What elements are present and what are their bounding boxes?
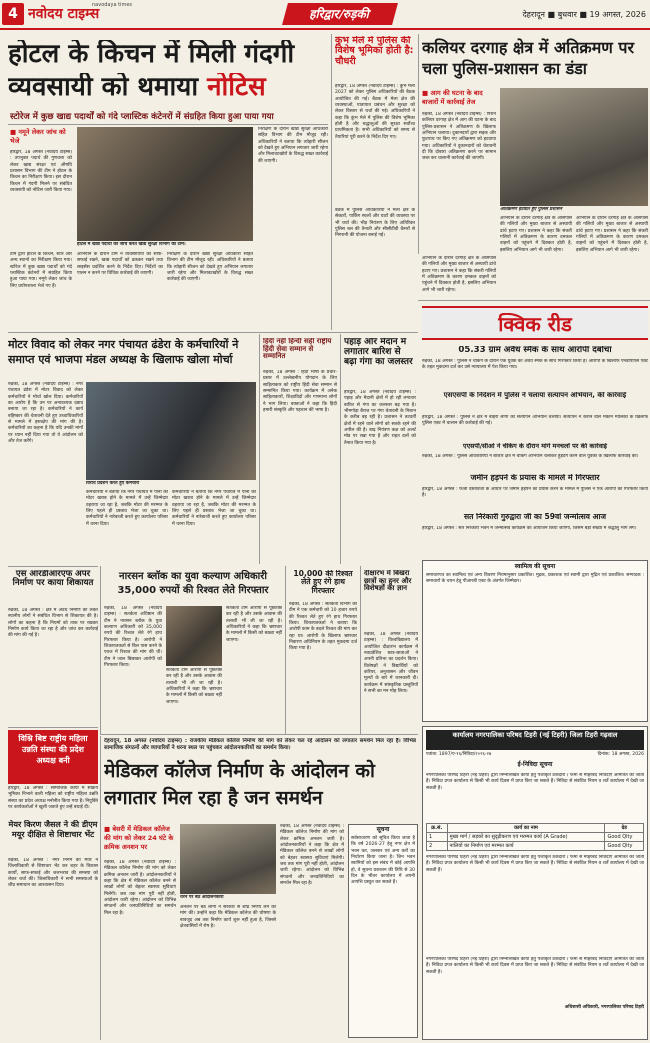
divider bbox=[418, 34, 419, 254]
qr-body-5: हरिद्वार, 18 अगस्त : सत निरंकारी भवन में जन्मोत्सव कार्यक्रम का आयोजन किया जाएगा, जिसमें बड़ी संख्या में श्रद्धालु भाग लेंगे। bbox=[422, 526, 637, 531]
hotel-headline-2 bbox=[8, 73, 328, 105]
motor-body-2: कर्मचारियों ने बताया कि नगर पंचायत में पानी की मोटर खराब होने के मामले में उन्हें जिम्मेदार ठहराया जा रहा है, जबकि मोटर की मरम्मत के लिए पहले ही प्रस्ताव भेजा जा चुका था। कर्मचारियों ने नारेबाजी करते हुए कार्यालय परिसर में धरना दिया। bbox=[86, 490, 168, 527]
kaliyar-photo-caption: अतिक्रमण हटवाते हुए पुलिस प्रशासन bbox=[500, 207, 563, 212]
hotel-headline-1: होटल के किचन में मिली गंदगी bbox=[8, 40, 295, 69]
hotel-headline-2a: व्यवसायी को थमाया bbox=[8, 73, 208, 102]
medical-lead-text: देहरादून, 18 अगस्त (नवोदय टाइम्स) : राजकीय मेडिकल कॉलेज निर्माण की मांग को लेकर चल रहे आंदोलन को लगातार समर्थन मिल रहा है। विभिन्न सामाजिक संगठनों और व्यापारियों ने धरना स्थल पर पहुंचकर आंदोलनकारियों का समर्थन किया। bbox=[104, 738, 416, 752]
divider bbox=[100, 566, 101, 734]
qr-body-1: रुड़की, 18 अगस्त : पुलिस ने चेकिंग के दौरान एक युवक को अवैध स्मैक के साथ गिरफ्तार किया है। आरोपी के खिलाफ एनडीपीएस एक्ट के तहत मुकदमा दर्ज कर उसे न्यायालय में पेश किया गया। bbox=[422, 359, 648, 371]
divider bbox=[100, 734, 418, 735]
mayor-body: रुड़की, 18 अगस्त : नगर निगम की मेयर ने जिलाधिकारी से शिष्टाचार भेंट कर शहर के विकास कार्यों, साफ-सफाई और जलभराव की समस्या को लेकर चर्चा की। जिलाधिकारी ने सभी समस्याओं के शीघ्र समाधान का आश्वासन दिया। bbox=[8, 858, 98, 889]
hotel-body-5: निरीक्षण के दौरान खाद्य सुरक्षा अधिकारी सहित विभाग की टीम मौजूद रही। अधिकारियों ने बताया कि त्योहारी सीजन को देखते हुए अभियान लगातार जारी रहेगा और मिलावटखोरों के विरुद्ध सख्त कार्रवाई की जाएगी। bbox=[258, 127, 328, 164]
quick-read-banner bbox=[422, 306, 648, 340]
divider bbox=[360, 566, 361, 734]
site-label: navodaya times bbox=[92, 2, 133, 8]
table-cell: मुख्य मार्ग / सड़कों का सुदृढ़ीकरण एवं मरम्मत कार्य (A Grade) bbox=[447, 833, 605, 842]
bribe35k-body-3: सतर्कता टीम आरोपी से पूछताछ कर रही है और उसके आवास की तलाशी भी ली जा रही है। अधिकारियों ने कहा कि भ्रष्टाचार के मामलों में किसी को बख्शा नहीं जाएगा। bbox=[226, 606, 282, 643]
tender-ref: पत्रांक: 1897/ए-१६/निविदा/२०२६-२७ bbox=[426, 752, 492, 757]
table-row bbox=[427, 833, 644, 842]
hindi-body: रुड़की, 18 अगस्त : हिंदी भाषा के प्रचार-प्रसार में उल्लेखनीय योगदान के लिए साहित्यकार को राष्ट्रीय हिंदी सेवा सम्मान से सम्मानित किया गया। कार्यक्रम में अनेक साहित्यकारों, शिक्षाविदों और गणमान्य लोगों ने भाग लिया। वक्ताओं ने कहा कि हिंदी हमारी संस्कृति और पहचान की भाषा है। bbox=[263, 370, 337, 413]
table-cell: Good Qlty bbox=[605, 833, 644, 842]
bribe10k-headline: 10,000 की रिश्वत लेते हुए रंगे हाथ गिरफ्तार bbox=[293, 570, 353, 595]
motor-body: रुड़की, 18 अगस्त (नवोदय टाइम्स) : नगर पंचायत ढंडेरा में मोटर विवाद को लेकर कर्मचारियों ने मोर्चा खोल दिया। कर्मचारियों का आरोप है कि उन पर अनावश्यक दबाव बनाया जा रहा है। कर्मचारियों ने कार्य बहिष्कार की चेतावनी देते हुए उच्चाधिकारियों से मामले में हस्तक्षेप की मांग की है। कर्मचारियों का कहना है कि यदि उनकी मांगों पर ध्यान नहीं दिया गया तो वे आंदोलन को और तेज करेंगे। bbox=[8, 382, 83, 444]
qr-body-2: हरिद्वार, 18 अगस्त : पुलिस ने क्षेत्र में बाहरी लोगों का सत्यापन अभियान चलाया। सत्यापन न कराने वाले मकान मालिकों के खिलाफ पुलिस एक्ट में चालान की कार्रवाई की गई। bbox=[422, 415, 648, 427]
tender-body: नगरपालिका परिषद टिहरी (नई टिहरी) द्वारा निम्नलिखित कार्यों हेतु पंजीकृत ठेकेदारों / फर्मों से मोहरबंद निविदाएं आमंत्रित की जाती हैं। निविदा प्रपत्र कार्यालय से किसी भी कार्य दिवस में प्राप्त किए जा सकते हैं। निविदा से संबंधित नियम व शर्तें कार्यालय में देखी जा सकती हैं। bbox=[426, 773, 644, 791]
kaliyar-body-3: अभियान के दौरान दरगाह क्षेत्र के आसपास की गलियों और मुख्य बाजार से अस्थायी ढांचे हटाए गए। प्रशासन ने कहा कि संकरी गलियों में अतिक्रमण के कारण दमकल वाहनों को पहुंचने में दिक्कत होती है, इसलिए अभियान आगे भी जारी रहेगा। bbox=[576, 216, 648, 253]
mayor-headline: मेयर किरण जैसल ने की डीएम मयूर दीक्षित से शिष्टाचार भेंट bbox=[8, 820, 98, 840]
students-headline: दीक्षारंभ में बिखरा छात्रों का हुनर और विशेषज्ञों का ज्ञान bbox=[364, 570, 412, 593]
table-cell: 2 bbox=[427, 842, 448, 851]
motor-photo bbox=[86, 382, 256, 480]
date-line: देहरादून ■ बुधवार ■ 19 अगस्त, 2026 bbox=[522, 10, 646, 19]
bribe35k-body: रुड़की, 18 अगस्त (नवोदय टाइम्स) : सतर्कता अधिष्ठान की टीम ने नारसन ब्लॉक के युवा कल्याण अधिकारी को 35,000 रुपये की रिश्वत लेते रंगे हाथ गिरफ्तार किया है। आरोपी ने शिकायतकर्ता से बिल पास करने के एवज में रिश्वत की मांग की थी। टीम ने जाल बिछाकर आरोपी को गिरफ्तार किया। bbox=[104, 606, 162, 668]
bribe35k-photo bbox=[166, 606, 222, 666]
kaliyar-headline: कलियर दरगाह क्षेत्र में अतिक्रमण पर चला पुलिस-प्रशासन का डंडा bbox=[422, 38, 635, 78]
hotel-body-1: हरिद्वार, 18 अगस्त (नवोदय टाइम्स) : उपभुक्त पदार्थ की गुणवत्ता को लेकर खाद्य संरक्षा एवं औषधि प्रशासन विभाग की टीम ने होटल के किचन का निरीक्षण किया। इस दौरान किचन में गंदगी मिलने पर संबंधित व्यवसायी को नोटिस जारी किया गया। bbox=[10, 150, 72, 193]
ownership-notice-body: समाचारपत्र का स्वामित्व एवं अन्य विवरण नियमानुसार प्रकाशित। मुद्रक, प्रकाशक एवं स्वामी द्वारा मुद्रित एवं प्रकाशित। सम्पादक : समाचारों के चयन हेतु पीआरबी एक्ट के अंतर्गत जिम्मेदार। bbox=[426, 573, 644, 585]
tender-footer: अधिशासी अधिकारी, नगरपालिका परिषद टिहरी bbox=[564, 1005, 644, 1010]
quick-read-title: क्विक रीड bbox=[498, 313, 572, 336]
hotel-body-3: अभियान के दौरान टीम ने व्यवसायियों को साफ-सफाई रखने, खाद्य पदार्थों को ढककर रखने तथा लाइसेंस प्रदर्शित करने के निर्देश दिए। निर्देशों का पालन न करने पर विधिक कार्रवाई की जाएगी। bbox=[77, 252, 163, 276]
ganga-body: हरिद्वार, 18 अगस्त (नवोदय टाइम्स) : पहाड़ और मैदानी क्षेत्रों में हो रही लगातार बारिश से गंगा का जलस्तर बढ़ गया है। भीमगोड़ा बैराज पर गंगा चेतावनी के निशान के करीब बह रही है। प्रशासन ने तटवर्ती क्षेत्रों में रहने वाले लोगों को सतर्क रहने की अपील की है। बाढ़ नियंत्रण कक्ष को अलर्ट मोड पर रखा गया है और राहत दलों को तैनात किया गया है। bbox=[344, 390, 416, 446]
qr-body-4: हरिद्वार, 18 अगस्त : फर्जी दस्तावेजों के आधार पर जमीन हड़पने का प्रयास करने के मामले में पुलिस ने एक आरोपी को गिरफ्तार किया है। bbox=[422, 487, 648, 499]
divider bbox=[8, 727, 98, 728]
table-row bbox=[427, 842, 644, 851]
divider bbox=[340, 334, 341, 564]
tender-notice bbox=[422, 726, 648, 1040]
kaliyar-byline: ■ आग की घटना के बाद बाजारों में कार्रवाई तेज bbox=[422, 89, 483, 106]
divider bbox=[418, 300, 650, 301]
motor-photo-caption: विरोध प्रदर्शन करते हुए कर्मचारी bbox=[86, 481, 140, 486]
page-header bbox=[0, 0, 650, 30]
kumbh-body: हरिद्वार, 18 अगस्त (नवोदय टाइम्स) : कुंभ मेला 2027 को लेकर पुलिस अधिकारियों की बैठक आयोजित की गई। बैठक में मेला क्षेत्र की व्यवस्थाओं, यातायात प्रबंधन और सुरक्षा को लेकर विस्तार से चर्चा की गई। अधिकारियों ने कहा कि कुंभ मेले में पुलिस की विशेष भूमिका होती है और श्रद्धालुओं की सुरक्षा सर्वोच्च प्राथमिकता है। सभी अधिकारियों को समय से तैयारियां पूरी करने के निर्देश दिए गए। bbox=[335, 84, 415, 140]
hotel-byline: ■ नमूने लेकर जांच को भेजे bbox=[10, 128, 66, 145]
divider bbox=[285, 566, 286, 734]
kumbh-body-2: बैठक में पुलिस अधिकारियों ने मेला क्षेत्र के सेक्टरों, पार्किंग स्थलों और घाटों की व्यवस्था पर भी चर्चा की। भीड़ नियंत्रण के लिए अतिरिक्त पुलिस बल की तैनाती और सीसीटीवी कैमरों से निगरानी की योजना बनाई गई। bbox=[335, 208, 415, 239]
section-banner: हरिद्वार/रुड़की bbox=[282, 3, 398, 25]
motor-body-3: कर्मचारियों ने बताया कि नगर पंचायत में पानी की मोटर खराब होने के मामले में उन्हें जिम्मेदार ठहराया जा रहा है, जबकि मोटर की मरम्मत के लिए पहले ही प्रस्ताव भेजा जा चुका था। कर्मचारियों ने नारेबाजी करते हुए कार्यालय परिसर में धरना दिया। bbox=[172, 490, 256, 527]
aapda-body: रुड़की, 18 अगस्त : क्षेत्र में अवैध निर्माण को लेकर स्थानीय लोगों ने संबंधित विभाग से शिकायत की है। लोगों का कहना है कि नियमों को ताक पर रखकर निर्माण कार्य किया जा रहा है और जांच कर कार्रवाई की मांग की गई है। bbox=[8, 608, 98, 639]
bribe35k-body-2: सतर्कता टीम आरोपी से पूछताछ कर रही है और उसके आवास की तलाशी भी ली जा रही है। अधिकारियों ने कहा कि भ्रष्टाचार के मामलों में किसी को बख्शा नहीं जाएगा। bbox=[166, 668, 222, 705]
qr-headline-1: 05.33 ग्राम अवैध स्मैक के साथ आरोपी दबोचा bbox=[458, 346, 612, 355]
hindi-headline: हिंदी नहीं हिन्दी सही राष्ट्रीय हिंदी सेवा सम्मान से सम्मानित bbox=[263, 338, 332, 361]
tax-notice-title: सूचना bbox=[376, 826, 390, 833]
tax-notice-body: सर्वसाधारण को सूचित किया जाता है कि वर्ष 2026-27 हेतु नगर क्षेत्र में भवन कर, जलकर एवं अन्य करों का निर्धारण किया जाना है। जिन भवन स्वामियों को इस संबंध में कोई आपत्ति हो, वे सूचना प्रकाशन की तिथि से 30 दिन के भीतर कार्यालय में अपनी आपत्ति प्रस्तुत कर सकते हैं। bbox=[351, 836, 415, 886]
medical-photo-caption: धरने पर बैठे आंदोलनकारी bbox=[180, 895, 224, 900]
kaliyar-photo bbox=[500, 88, 648, 206]
womens-body: हरिद्वार, 18 अगस्त : सामाजिक कार्यों में सक्रिय भूमिका निभाने वाली महिला को राष्ट्रीय महिला उन्नति संस्था का प्रदेश अध्यक्ष मनोनीत किया गया है। नियुक्ति पर कार्यकर्ताओं ने खुशी जताते हुए उन्हें बधाई दी। bbox=[8, 786, 98, 810]
kaliyar-body-2: अभियान के दौरान दरगाह क्षेत्र के आसपास की गलियों और मुख्य बाजार से अस्थायी ढांचे हटाए गए। प्रशासन ने कहा कि संकरी गलियों में अतिक्रमण के कारण दमकल वाहनों को पहुंचने में दिक्कत होती है, इसलिए अभियान आगे भी जारी रहेगा। bbox=[500, 216, 572, 253]
qr-headline-5: सत निरंकारी गुरुद्वारा जी का 59वां जन्मोत्सव आज bbox=[464, 513, 606, 521]
divider bbox=[259, 334, 260, 564]
ganga-headline: पहाड़ और मैदान में लगातार बारिश से बढ़ा गंगा का जलस्तर bbox=[344, 338, 413, 367]
hotel-subhead: स्टोरेज में कुछ खाद्य पदार्थों को गंदे प्लास्टिक कंटेनरों में संग्रहित किया हुआ पाया गया bbox=[10, 112, 274, 122]
qr-headline-2: एसएसपी के निर्देशन में पुलिस ने चलाया सत्यापन अभियान, की कार्रवाई bbox=[443, 392, 627, 399]
tender-subtitle: ई-निविदा सूचना bbox=[517, 761, 553, 768]
table-header: कार्य का नाम bbox=[447, 824, 605, 833]
tender-body-3: नगरपालिका परिषद टिहरी (नई टिहरी) द्वारा निम्नलिखित कार्यों हेतु पंजीकृत ठेकेदारों / फर्मों से मोहरबंद निविदाएं आमंत्रित की जाती हैं। निविदा प्रपत्र कार्यालय से किसी भी कार्य दिवस में प्राप्त किए जा सकते हैं। निविदा से संबंधित नियम व शर्तें कार्यालय में देखी जा सकती हैं। bbox=[426, 957, 644, 975]
medical-body-2: अनशन पर बैठे लोगों ने सरकार से शीघ्र निर्णय लेने की मांग की। उन्होंने कहा कि मेडिकल कॉलेज की घोषणा के बावजूद अब तक निर्माण कार्य शुरू नहीं हुआ है, जिससे क्षेत्रवासियों में रोष है। bbox=[180, 905, 276, 929]
hotel-photo bbox=[77, 127, 253, 241]
students-body: रुड़की, 18 अगस्त (नवोदय टाइम्स) : विश्वविद्यालय में आयोजित दीक्षारंभ कार्यक्रम में नवप्रवेशित छात्र-छात्राओं ने अपनी प्रतिभा का प्रदर्शन किया। विशेषज्ञों ने विद्यार्थियों को करियर, अनुशासन और जीवन मूल्यों के बारे में जानकारी दी। कार्यक्रम में सांस्कृतिक प्रस्तुतियों ने सभी का मन मोह लिया। bbox=[364, 632, 418, 694]
qr-body-3: रुड़की, 18 अगस्त : पुलिस अधिकारियों ने बाजार क्षेत्र में चेकिंग अभियान चलाकर हुड़दंग करने वाले युवकों के खिलाफ कार्रवाई की। bbox=[422, 454, 639, 459]
table-cell: 1 bbox=[427, 833, 448, 842]
table-cell: Good Qlty bbox=[605, 842, 644, 851]
divider bbox=[8, 332, 418, 333]
tender-table bbox=[426, 823, 644, 851]
tender-title: कार्यालय नगरपालिका परिषद टिहरी (नई टिहरी) जिला टिहरी गढ़वाल bbox=[426, 730, 644, 750]
table-header: क्र.सं. bbox=[427, 824, 448, 833]
hotel-body-4: निरीक्षण के दौरान खाद्य सुरक्षा अधिकारी सहित विभाग की टीम मौजूद रही। अधिकारियों ने बताया कि त्योहारी सीजन को देखते हुए अभियान लगातार जारी रहेगा और मिलावटखोरों के विरुद्ध सख्त कार्रवाई की जाएगी। bbox=[167, 252, 253, 283]
qr-headline-3: एएसपी/सीओ ने चेकिंग के दौरान मांगे मनचलों पर की कार्रवाई bbox=[463, 443, 607, 450]
bribe10k-body: रुड़की, 18 अगस्त : सतर्कता विभाग की टीम ने एक कर्मचारी को 10 हजार रुपये की रिश्वत लेते हुए रंगे हाथ गिरफ्तार किया। शिकायतकर्ता ने बताया कि आरोपी काम के बदले रिश्वत की मांग कर रहा था। आरोपी के खिलाफ भ्रष्टाचार निवारण अधिनियम के तहत मुकदमा दर्ज किया गया है। bbox=[289, 602, 357, 652]
kaliyar-body: रुड़की, 18 अगस्त (नवोदय टाइम्स) : पिरान कलियर दरगाह क्षेत्र में आग की घटना के बाद पुलिस-प्रशासन ने अतिक्रमण के खिलाफ अभियान चलाया। दुकानदारों द्वारा सड़क और फुटपाथ पर किए गए अतिक्रमण को हटवाया गया। अधिकारियों ने दुकानदारों को चेतावनी दी कि दोबारा अतिक्रमण करने पर सामान जब्त कर चालानी कार्रवाई की जाएगी। bbox=[422, 112, 496, 162]
ownership-notice-title: स्वामित्व की सूचना bbox=[514, 563, 556, 570]
womens-headline: विश्नि बिष्ट राष्ट्रीय महिला उन्नति संस्था की प्रदेश अध्यक्ष बनी bbox=[18, 734, 88, 765]
page-number: 4 bbox=[2, 3, 24, 25]
hotel-headline-2b: नोटिस bbox=[207, 73, 266, 102]
table-header-row bbox=[427, 824, 644, 833]
hotel-body-2: टीम द्वारा होटल के किचन, स्टोर और अन्य स्थानों का निरीक्षण किया गया। स्टोरेज में कुछ खाद्य पदार्थों को गंदे प्लास्टिक कंटेनरों में संग्रहित किया हुआ पाया गया। नमूने लेकर जांच के लिए प्रयोगशाला भेजे गए हैं। bbox=[10, 252, 72, 289]
table-cell: नालियों का निर्माण एवं मरम्मत कार्य bbox=[447, 842, 605, 851]
hotel-photo-caption: होटल में खाद्य पदार्थों की जांच करते खाद्य सुरक्षा विभाग की टीम। bbox=[77, 242, 186, 247]
kaliyar-body-4: अभियान के दौरान दरगाह क्षेत्र के आसपास की गलियों और मुख्य बाजार से अस्थायी ढांचे हटाए गए। प्रशासन ने कहा कि संकरी गलियों में अतिक्रमण के कारण दमकल वाहनों को पहुंचने में दिक्कत होती है, इसलिए अभियान आगे भी जारी रहेगा। bbox=[422, 256, 496, 293]
aapda-headline: एस आरडीआरएफ अपर निर्माण पर काया शिकायत bbox=[12, 570, 94, 589]
tender-date: दिनांक: 18 अगस्त, 2026 bbox=[597, 752, 644, 757]
divider bbox=[331, 34, 332, 330]
medical-photo bbox=[180, 824, 276, 894]
divider bbox=[100, 736, 101, 1040]
medical-headline: मेडिकल कॉलेज निर्माण के आंदोलन को लगातार मिल रहा है जन समर्थन bbox=[104, 760, 375, 809]
newspaper-brand: नवोदय टाइम्स bbox=[28, 6, 100, 22]
ownership-notice bbox=[422, 560, 648, 722]
bribe35k-headline: नारसन ब्लॉक का युवा कल्याण अधिकारी 35,000 रुपयों की रिश्वत लेते गिरफ्तार bbox=[117, 571, 269, 596]
divider bbox=[8, 566, 98, 567]
kumbh-headline: कुंभ मेले में पुलिस की विशेष भूमिका होती है: चौधरी bbox=[335, 36, 414, 67]
medical-body: रुड़की, 18 अगस्त (नवोदय टाइम्स) : मेडिकल कॉलेज निर्माण की मांग को लेकर क्रमिक अनशन जारी है। आंदोलनकारियों ने कहा कि क्षेत्र में मेडिकल कॉलेज बनने से लाखों लोगों को बेहतर स्वास्थ्य सुविधाएं मिलेंगी। जब तक मांग पूरी नहीं होती, आंदोलन जारी रहेगा। आंदोलन को विभिन्न संगठनों और जनप्रतिनिधियों का समर्थन मिल रहा है। bbox=[104, 860, 176, 916]
divider bbox=[8, 124, 328, 125]
medical-byline: ■ बेसरी में मेडिकल कॉलेज की मांग को लेकर 24 घंटे के क्रमिक अनशन पर bbox=[104, 825, 174, 851]
medical-body-3: रुड़की, 18 अगस्त (नवोदय टाइम्स) : मेडिकल कॉलेज निर्माण की मांग को लेकर क्रमिक अनशन जारी है। आंदोलनकारियों ने कहा कि क्षेत्र में मेडिकल कॉलेज बनने से लाखों लोगों को बेहतर स्वास्थ्य सुविधाएं मिलेंगी। जब तक मांग पूरी नहीं होती, आंदोलन जारी रहेगा। आंदोलन को विभिन्न संगठनों और जनप्रतिनिधियों का समर्थन मिल रहा है। bbox=[280, 824, 344, 886]
motor-headline: मोटर विवाद को लेकर नगर पंचायत ढंडेरा के कर्मचारियों ने समाप्त एवं भाजपा मंडल अध्यक्ष के खिलाफ खोला मोर्चा bbox=[8, 338, 239, 366]
tax-notice bbox=[348, 824, 418, 1038]
table-header: ग्रेड bbox=[605, 824, 644, 833]
qr-headline-4: जमीन हड़पने के प्रयास के मामले में गिरफ्तार bbox=[470, 474, 600, 482]
tender-body-2: नगरपालिका परिषद टिहरी (नई टिहरी) द्वारा निम्नलिखित कार्यों हेतु पंजीकृत ठेकेदारों / फर्मों से मोहरबंद निविदाएं आमंत्रित की जाती हैं। निविदा प्रपत्र कार्यालय से किसी भी कार्य दिवस में प्राप्त किए जा सकते हैं। निविदा से संबंधित नियम व शर्तें कार्यालय में देखी जा सकती हैं। bbox=[426, 855, 644, 873]
